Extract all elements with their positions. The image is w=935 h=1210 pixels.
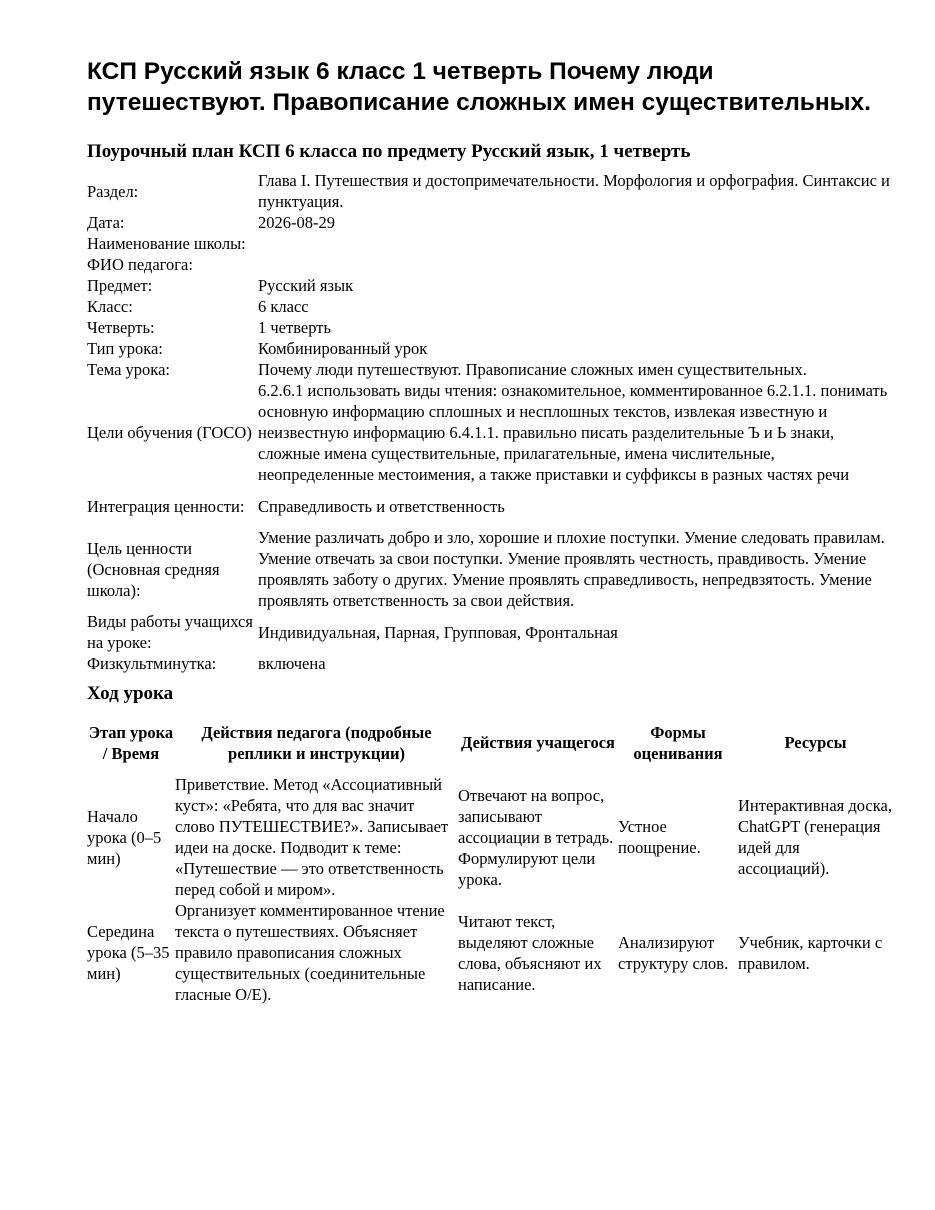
info-key: Наименование школы: bbox=[87, 234, 246, 253]
info-key: Тип урока: bbox=[87, 339, 163, 358]
table-row bbox=[87, 774, 893, 900]
resources-cell: Интерактивная доска, ChatGPT (генерация идей для ассоциаций). bbox=[738, 796, 892, 878]
document-page bbox=[87, 56, 893, 1005]
assessment-cell: Устное поощрение. bbox=[618, 817, 701, 857]
info-row-value-goal bbox=[87, 527, 893, 611]
info-value: 1 четверть bbox=[258, 318, 331, 337]
info-row-topic bbox=[87, 359, 893, 380]
info-row-lesson-type bbox=[87, 338, 893, 359]
info-key: Виды работы учащихся на уроке: bbox=[87, 612, 253, 652]
info-value bbox=[258, 233, 893, 254]
info-row-learning-goals bbox=[87, 380, 893, 485]
header-teacher-actions: Действия педагога (подробные реплики и инструкции) bbox=[201, 722, 432, 763]
info-key: Класс: bbox=[87, 297, 133, 316]
info-row-date bbox=[87, 212, 893, 233]
info-row-section bbox=[87, 170, 893, 212]
info-row-subject bbox=[87, 275, 893, 296]
stage-cell: Середина урока (5–35 мин) bbox=[87, 922, 170, 983]
info-row-work-types bbox=[87, 611, 893, 653]
info-key: Предмет: bbox=[87, 276, 153, 295]
stage-cell: Начало урока (0–5 мин) bbox=[87, 806, 162, 868]
info-value: 6 класс bbox=[258, 297, 309, 316]
lesson-flow-table bbox=[87, 711, 893, 1005]
info-row-school bbox=[87, 233, 893, 254]
info-key: Дата: bbox=[87, 213, 125, 232]
table-header-row bbox=[87, 711, 893, 774]
info-value: Индивидуальная, Парная, Групповая, Фронтальная bbox=[258, 622, 618, 642]
lesson-flow-heading: Ход урока bbox=[87, 683, 174, 704]
info-key: Физкультминутка: bbox=[87, 654, 217, 673]
page-title: КСП Русский язык 6 класс 1 четверть Почему люди путешествуют. Правописание сложных имен существительных. bbox=[87, 58, 871, 116]
info-key: Цели обучения (ГОСО) bbox=[87, 423, 252, 442]
info-value: Почему люди путешествуют. Правописание сложных имен существительных. bbox=[258, 360, 807, 379]
info-value: Глава I. Путешествия и достопримечательности. Морфология и орфография. Синтаксис и пунктуация. bbox=[258, 171, 890, 211]
resources-cell: Учебник, карточки с правилом. bbox=[738, 932, 883, 973]
info-row-quarter bbox=[87, 317, 893, 338]
info-value: Русский язык bbox=[258, 276, 354, 295]
assessment-cell: Анализируют структуру слов. bbox=[618, 932, 729, 973]
info-value: включена bbox=[258, 654, 326, 673]
plan-heading: Поурочный план КСП 6 класса по предмету Русский язык, 1 четверть bbox=[87, 141, 691, 162]
header-stage: Этап урока / Время bbox=[88, 722, 174, 763]
header-student-actions: Действия учащегося bbox=[461, 733, 615, 752]
info-value: Умение различать добро и зло, хорошие и плохие поступки. Умение следовать правилам. Умение отвечать за свои поступки. Умение проявлять честность, правдивость. Умение проявлять заботу о других. Умение проявлять справедливость, непредвзятость. Умение проявлять ответственность за свои действия. bbox=[258, 528, 885, 610]
info-key: ФИО педагога: bbox=[87, 255, 193, 274]
info-key: Цель ценности (Основная средняя школа): bbox=[87, 538, 220, 600]
student-cell: Читают текст, выделяют сложные слова, объясняют их написание. bbox=[458, 911, 602, 994]
teacher-cell: Приветствие. Метод «Ассоциативный куст»: «Ребята, что для вас значит слово ПУТЕШЕСТВИЕ?». Записывает идеи на доске. Подводит к теме: «Путешествие — это ответственность перед собой и миром». bbox=[175, 775, 449, 899]
info-key: Интеграция ценности: bbox=[87, 496, 245, 516]
info-key: Четверть: bbox=[87, 318, 155, 337]
info-key: Раздел: bbox=[87, 181, 139, 201]
teacher-cell: Организует комментированное чтение текста о путешествиях. Объясняет правило правописания сложных существительных (соединительные гласные О/Е). bbox=[175, 901, 445, 1004]
header-resources: Ресурсы bbox=[784, 733, 847, 752]
header-assessment: Формы оценивания bbox=[633, 722, 723, 763]
info-row-value-integration bbox=[87, 485, 893, 527]
info-row-physical-minute bbox=[87, 653, 893, 674]
info-key: Тема урока: bbox=[87, 360, 170, 379]
info-value: 2026-08-29 bbox=[258, 213, 335, 232]
table-row bbox=[87, 900, 893, 1005]
info-value bbox=[258, 254, 893, 275]
info-value: Справедливость и ответственность bbox=[258, 496, 505, 516]
student-cell: Отвечают на вопрос, записывают ассоциации в тетрадь. Формулируют цели урока. bbox=[458, 785, 614, 889]
info-value: 6.2.6.1 использовать виды чтения: ознакомительное, комментированное 6.2.1.1. понимать основную информацию сплошных и несплошных текстов, извлекая известную и неизвестную информацию 6.4.1.1. правильно писать разделительные Ъ и Ь знаки, сложные имена существительные, прилагательные, имена числительные, неопределенные местоимения, а также приставки и суффиксы в разных частях речи bbox=[258, 381, 888, 484]
lesson-info-table bbox=[87, 170, 893, 674]
info-value: Комбинированный урок bbox=[258, 339, 428, 358]
info-row-teacher bbox=[87, 254, 893, 275]
info-row-grade bbox=[87, 296, 893, 317]
